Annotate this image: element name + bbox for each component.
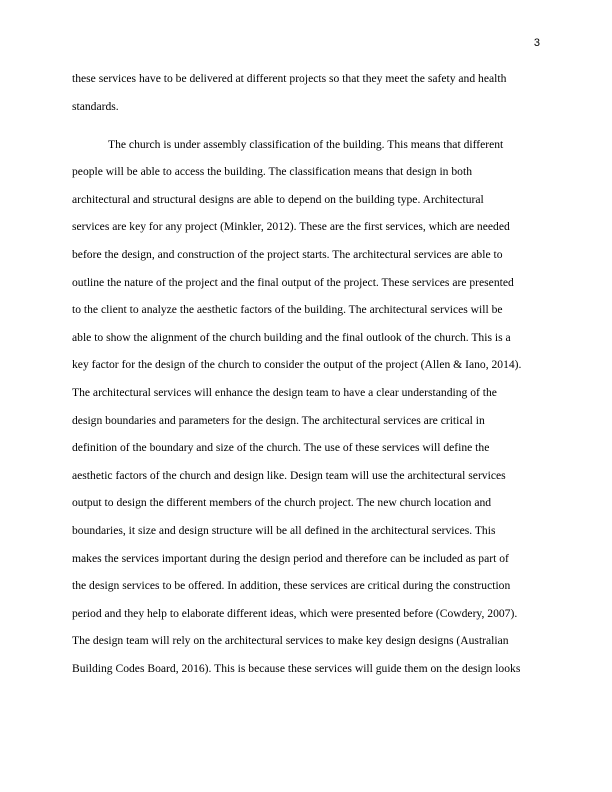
paragraph-2-line-10: The architectural services will enhance the design team to have a clear understanding of the <box>72 385 497 399</box>
paragraph-2-line-13: aesthetic factors of the church and design like. Design team will use the architectural services <box>72 468 506 482</box>
paragraph-2-line-12: definition of the boundary and size of the church. The use of these services will define the <box>72 441 490 455</box>
paragraph-2-line-2: people will be able to access the building. The classification means that design in both <box>72 165 472 179</box>
paragraph-2-line-6: outline the nature of the project and the final output of the project. These services are presented <box>72 275 514 289</box>
paragraph-2-line-15: boundaries, it size and design structure will be all defined in the architectural services. This <box>72 523 496 537</box>
paragraph-1-line-1: these services have to be delivered at different projects so that they meet the safety and health <box>72 72 507 85</box>
paragraph-2-line-9: key factor for the design of the church to consider the output of the project (Allen & Iano, 2014). <box>72 358 522 372</box>
page-number: 3 <box>533 37 540 49</box>
paragraph-2-line-8: able to show the alignment of the church building and the final outlook of the church. This is a <box>72 330 511 344</box>
paragraph-2-line-7: to the client to analyze the aesthetic factors of the building. The architectural services will be <box>72 303 503 317</box>
paragraph-2-line-4: services are key for any project (Minkler, 2012). These are the first services, which are needed <box>72 220 510 234</box>
paragraph-2-line-1: The church is under assembly classification of the building. This means that different <box>108 137 504 151</box>
paragraph-2-line-14: output to design the different members of the church project. The new church location and <box>72 496 492 510</box>
paragraph-2-line-19: The design team will rely on the architectural services to make key design designs (Australian <box>72 634 509 648</box>
paragraph-2-line-11: design boundaries and parameters for the design. The architectural services are critical in <box>72 413 485 427</box>
paragraph-2-line-18: period and they help to elaborate different ideas, which were presented before (Cowdery, 2007). <box>72 606 518 620</box>
paragraph-2-line-20: Building Codes Board, 2016). This is because these services will guide them on the design looks <box>72 661 521 675</box>
paragraph-1-line-2: standards. <box>72 99 119 113</box>
paragraph-2-line-16: makes the services important during the design period and therefore can be included as part of <box>72 551 509 565</box>
paragraph-2-line-3: architectural and structural designs are able to depend on the building type. Architectural <box>72 192 484 206</box>
paragraph-2-line-17: the design services to be offered. In addition, these services are critical during the construction <box>72 579 511 593</box>
paragraph-2-line-5: before the design, and construction of the project starts. The architectural services are able to <box>72 247 503 261</box>
